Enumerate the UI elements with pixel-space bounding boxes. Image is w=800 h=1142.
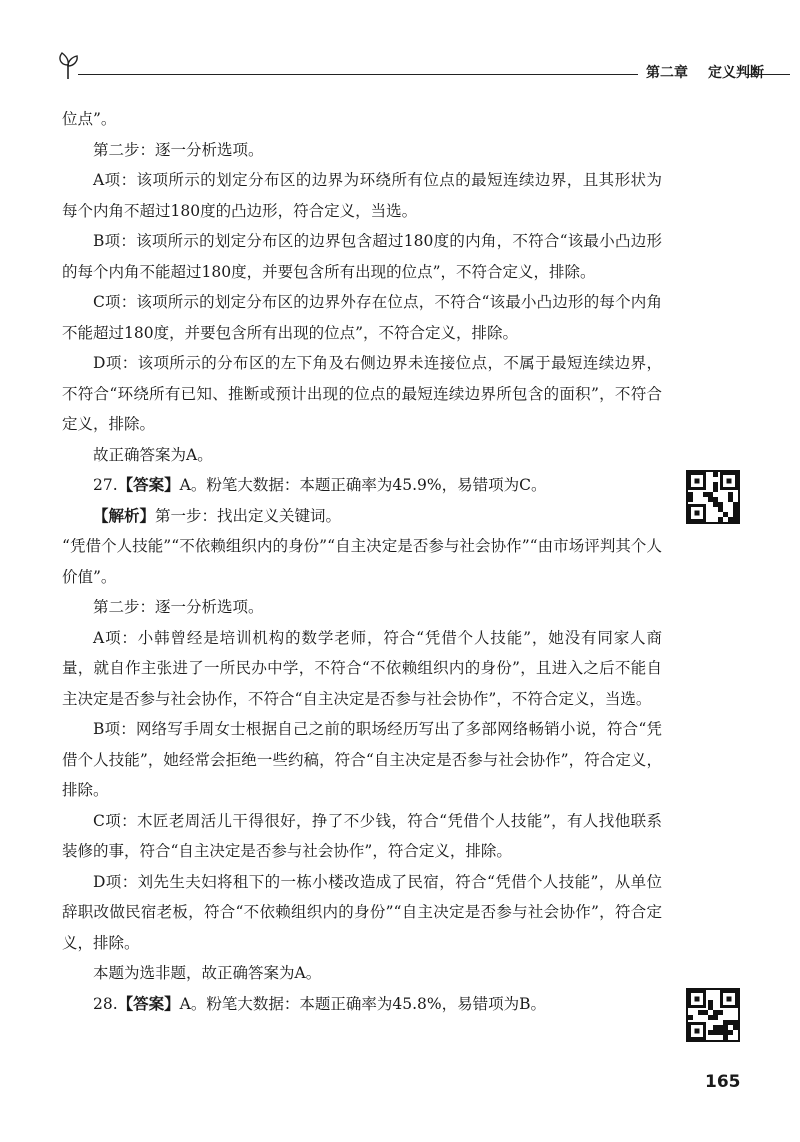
paragraph (62, 165, 662, 226)
paragraph (62, 806, 662, 867)
paragraph-text: A项：小韩曾经是培训机构的数学老师，符合“凭借个人技能”，她没有同家人商量，就自作主张进了一所民办中学，不符合“不依赖组织内的身份”，且进入之后不能自主决定是否参与社会协作，不符合“自主决定是否参与社会协作”，不符合定义，当选。 (62, 628, 662, 708)
paragraph-text: 第二步：逐一分析选项。 (93, 598, 264, 616)
paragraph-text: 位点”。 (62, 110, 117, 128)
sprout-icon (56, 50, 80, 80)
paragraph (62, 440, 662, 471)
paragraph-text: D项：该项所示的分布区的左下角及右侧边界未连接位点，不属于最短连续边界，不符合“环绕所有已知、推断或预计出现的位点的最短连续边界所包含的面积”，不符合定义，排除。 (62, 354, 662, 433)
section-marker: 【解析】 (93, 505, 156, 525)
paragraph-text: 故正确答案为A。 (93, 445, 213, 464)
paragraph (62, 989, 662, 1020)
paragraph-text: 本题为选非题，故正确答案为A。 (93, 964, 322, 982)
page-number: 165 (705, 1072, 741, 1092)
paragraph-text: C项：木匠老周活儿干得很好，挣了不少钱，符合“凭借个人技能”，有人找他联系装修的事，符合“自主决定是否参与社会协作”，符合定义，排除。 (62, 811, 662, 860)
paragraph-text: 第一步：找出定义关键词。 (155, 506, 342, 525)
chapter-title: 定义判断 (708, 65, 764, 81)
question-number: 28. (93, 994, 118, 1013)
paragraph-text: A项：该项所示的划定分布区的边界为环绕所有位点的最短连续边界，且其形状为每个内角不超过180度的凸边形，符合定义，当选。 (62, 171, 662, 220)
question-number: 27. (93, 476, 118, 494)
chapter-label (646, 62, 764, 82)
paragraph-text: C项：该项所示的划定分布区的边界外存在位点，不符合“该最小凸边形的每个内角不能超过180度，并要包含所有出现的位点”，不符合定义，排除。 (62, 293, 662, 342)
paragraph (62, 287, 662, 348)
section-marker: 【答案】 (117, 475, 180, 494)
chapter-number: 第二章 (646, 65, 688, 81)
paragraph-text: “凭借个人技能”“不依赖组织内的身份”“自主决定是否参与社会协作”“由市场评判其个人价值”。 (62, 537, 662, 586)
paragraph-text: A。粉笔大数据：本题正确率为45.8%，易错项为B。 (179, 994, 546, 1013)
qr-code-icon[interactable] (686, 988, 740, 1042)
paragraph (62, 104, 662, 135)
paragraph-text: B项：网络写手周女士根据自己之前的职场经历写出了多部网络畅销小说，符合“凭借个人技能”，她经常会拒绝一些约稿，符合“自主决定是否参与社会协作”，符合定义，排除。 (62, 720, 662, 799)
paragraph (62, 531, 662, 592)
paragraph (62, 348, 662, 440)
header-rule-right (746, 74, 790, 75)
paragraph (62, 623, 662, 715)
paragraph (62, 135, 662, 166)
page-header (56, 48, 790, 88)
paragraph-text: 第二步：逐一分析选项。 (93, 140, 264, 159)
paragraph (62, 958, 662, 989)
paragraph (62, 714, 662, 806)
qr-code-icon[interactable] (686, 470, 740, 524)
paragraph (62, 470, 662, 501)
section-marker: 【答案】 (117, 993, 180, 1013)
header-rule-left (78, 74, 638, 75)
paragraph (62, 867, 662, 959)
paragraph (62, 501, 662, 532)
paragraph-text: A。粉笔大数据：本题正确率为45.9%，易错项为C。 (179, 476, 547, 494)
paragraph (62, 592, 662, 623)
paragraph-text: B项：该项所示的划定分布区的边界包含超过180度的内角，不符合“该最小凸边形的每个内角不能超过180度，并要包含所有出现的位点”，不符合定义，排除。 (62, 232, 662, 281)
paragraph (62, 226, 662, 287)
paragraph-text: D项：刘先生夫妇将租下的一栋小楼改造成了民宿，符合“凭借个人技能”，从单位辞职改做民宿老板，符合“不依赖组织内的身份”“自主决定是否参与社会协作”，符合定义，排除。 (62, 872, 662, 952)
page-body (62, 104, 662, 1019)
